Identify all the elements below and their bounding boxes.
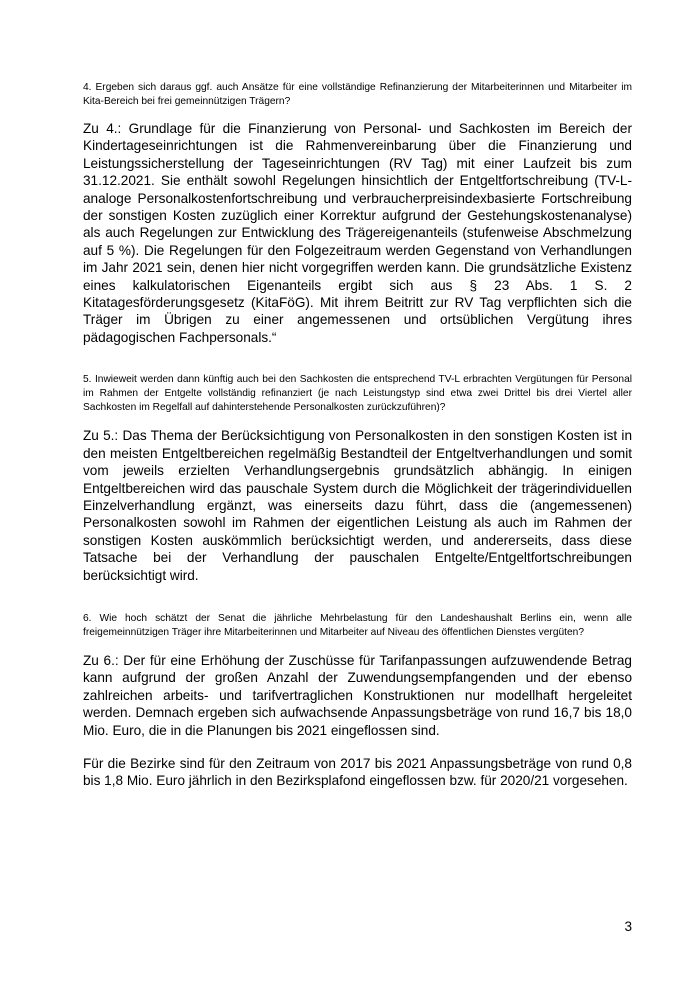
answer-6: Zu 6.: Der für eine Erhöhung der Zuschüsse für Tarifanpassungen aufzuwendende Betrag kann aufgrund der großen Anzahl der Zuwendungsempfangenden und der ebenso zahlreichen arbeits- und tarifvertraglichen Konstruktionen nur modellhaft hergeleitet werden. Demnach ergeben sich aufwachsende Anpassungsbeträge von rund 16,7 bis 18,0 Mio. Euro, die in die Planungen bis 2021 eingeflossen sind. — [83, 652, 632, 738]
question-4: 4. Ergeben sich daraus ggf. auch Ansätze für eine vollständige Refinanzierung der Mitarbeiterinnen und Mitarbeiter im Kita-Bereich bei frei gemeinnützigen Trägern? — [83, 82, 632, 107]
page-number: 3 — [624, 919, 632, 934]
answer-5: Zu 5.: Das Thema der Berücksichtigung von Personalkosten in den sonstigen Kosten ist in den meisten Entgeltbereichen regelmäßig Bestandteil der Entgeltverhandlungen und somit vom jeweils erzielten Verhandlungsergebnis grundsätzlich abhängig. In einigen Entgeltbereichen wird das pauschale System durch die Möglichkeit der trägerindividuellen Einzelverhandlung ergänzt, was einerseits dazu führt, dass die (angemessenen) Personalkosten sowohl im Rahmen der eigentlichen Leistung als auch im Rahmen der sonstigen Kosten auskömmlich berücksichtigt werden, und andererseits, dass diese Tatsache bei der Verhandlung der pauschalen Entgelte/Entgeltfortschreibungen berücksichtigt wird. — [83, 428, 632, 583]
answer-4: Zu 4.: Grundlage für die Finanzierung von Personal- und Sachkosten im Bereich der Kindertageseinrichtungen ist die Rahmenvereinbarung über die Finanzierung und Leistungssicherstellung der Tageseinrichtungen (RV Tag) mit einer Laufzeit bis zum 31.12.2021. Sie enthält sowohl Regelungen hinsichtlich der Entgeltfortschreibung (TV-L-analoge Personalkostenfortschreibung und verbraucherpreisindexbasierte Fortschreibung der sonstigen Kosten zuzüglich einer Korrektur aufgrund der Gestehungskostenanalyse) als auch Regelungen zur Entwicklung des Trägereigenanteils (stufenweise Abschmelzung auf 5 %). Die Regelungen für den Folgezeitraum werden Gegenstand von Verhandlungen im Jahr 2021 sein, denen hier nicht vorgegriffen werden kann. Die grundsätzliche Existenz eines kalkulatorischen Eigenanteils ergibt sich aus § 23 Abs. 1 S. 2 Kitatagesförderungsgesetz (KitaFöG). Mit ihrem Beitritt zur RV Tag verpflichten sich die Träger im Übrigen zu einer angemessenen und ortsüblichen Vergütung ihres pädagogischen Fachpersonals.“ — [83, 121, 632, 345]
document-page — [83, 81, 632, 790]
question-6: 6. Wie hoch schätzt der Senat die jährliche Mehrbelastung für den Landeshaushalt Berlins ein, wenn alle freigemeinnützigen Träger ihre Mitarbeiterinnen und Mitarbeiter auf Niveau des öffentlichen Dienstes vergüten? — [83, 612, 632, 638]
answer-6-continued: Für die Bezirke sind für den Zeitraum von 2017 bis 2021 Anpassungsbeträge von rund 0,8 bis 1,8 Mio. Euro jährlich in den Bezirksplafond eingeflossen bzw. für 2020/21 vorgesehen. — [83, 755, 632, 789]
question-5: 5. Inwieweit werden dann künftig auch bei den Sachkosten die entsprechend TV-L erbrachten Vergütungen für Personal im Rahmen der Entgelte vollständig refinanziert (je nach Leistungstyp sind etwa zwei Drittel bis drei Viertel aller Sachkosten im Regelfall auf dahinterstehende Personalkosten zurückzuführen)? — [83, 374, 632, 414]
